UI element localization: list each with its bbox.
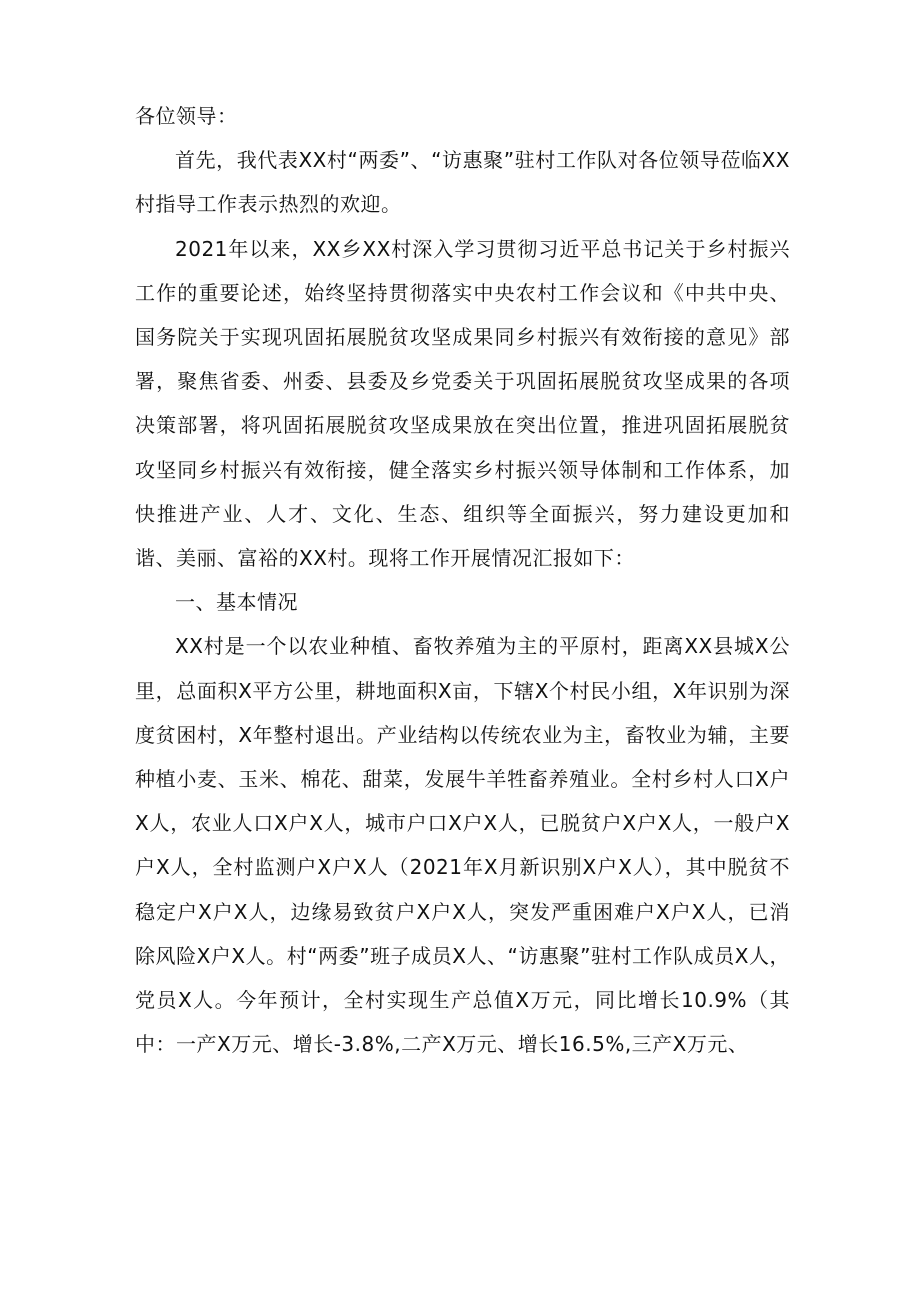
overview-paragraph: 2021年以来，XX乡XX村深入学习贯彻习近平总书记关于乡村振兴工作的重要论述，始终坚持贯彻落实中央农村工作会议和《中共中央、国务院关于实现巩固拓展脱贫攻坚成果同乡村振兴有效衔接的意见》部署，聚焦省委、州委、县委及乡党委关于巩固拓展脱贫攻坚成果的各项决策部署，将巩固拓展脱贫攻坚成果放在突出位置，推进巩固拓展脱贫攻坚同乡村振兴有效衔接，健全落实乡村振兴领导体制和工作体系，加快推进产业、人才、文化、生态、组织等全面振兴，努力建设更加和谐、美丽、富裕的XX村。现将工作开展情况汇报如下： bbox=[135, 236, 790, 571]
basic-info-paragraph: XX村是一个以农业种植、畜牧养殖为主的平原村，距离XX县城X公里，总面积X平方公里，耕地面积X亩，下辖X个村民小组，X年识别为深度贫困村，X年整村退出。产业结构以传统农业为主，畜牧业为辅，主要种植小麦、玉米、棉花、甜菜，发展牛羊牲畜养殖业。全村乡村人口X户X人，农业人口X户X人，城市户口X户X人，已脱贫户X户X人，一般户X户X人，全村监测户X户X人（2021年X月新识别X户X人），其中脱贫不稳定户X户X人，边缘易致贫户X户X人，突发严重困难户X户X人，已消除风险X户X人。村“两委”班子成员X人、“访惠聚”驻村工作队成员X人，党员X人。今年预计，全村实现生产总值X万元，同比增长10.9%（其中：一产X万元、增长-3.8%,二产X万元、增长16.5%,三产X万元、 bbox=[135, 634, 790, 1057]
document-body bbox=[135, 94, 790, 1066]
salutation: 各位领导： bbox=[135, 104, 238, 128]
opening-paragraph: 首先，我代表XX村“两委”、“访惠聚”驻村工作队对各位领导莅临XX村指导工作表示热烈的欢迎。 bbox=[135, 148, 790, 217]
section-heading: 一、基本情况 bbox=[175, 590, 298, 615]
